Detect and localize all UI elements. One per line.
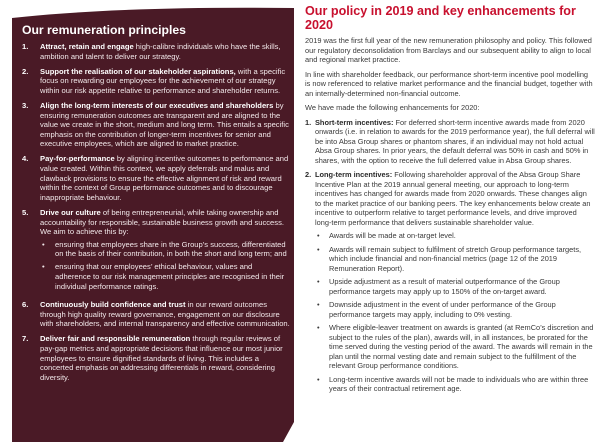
principles-title: Our remuneration principles <box>22 23 186 37</box>
policy-paragraph: We have made the following enhancements for 2020: <box>305 103 480 112</box>
enhancement-bullet <box>315 323 595 371</box>
principle-body <box>40 101 290 149</box>
enhancement-bullet <box>315 277 595 296</box>
remuneration-principles-panel <box>22 23 290 388</box>
enhancement-lead: Short-term incentives: <box>315 117 394 127</box>
bullet-icon: • <box>317 244 320 254</box>
policy-paragraph: 2019 was the first full year of the new remuneration philosophy and policy. This followed our regulatory deconsolidation from Barclays and our subsequent ability to align to local and regional market practice. <box>305 36 592 64</box>
principle-lead: Drive our culture <box>40 207 101 217</box>
bullet-text: Upside adjustment as a result of material outperformance of the Group performance targets may apply up to 150% of the on-target award. <box>329 277 560 296</box>
principle-text: of being entrepreneurial, while taking ownership and accountability for responsible, sustainable business growth and success. We aim to achieve this by: <box>40 207 284 237</box>
policy-title: Our policy in 2019 and key enhancements for 2020 <box>305 4 576 32</box>
principle-text: through regular reviews of pay-gap metrics and appropriate decisions that influence our most junior employees to ensure dignified standards of living. This includes a concerted emphasis on addressing differentials in reward, considering diversity. <box>40 334 283 382</box>
bullet-text: Long-term incentive awards will not be made to individuals who are within three years of their contractual retirement age. <box>329 374 589 393</box>
principle-number: 4. <box>22 154 29 164</box>
principle-number: 1. <box>22 42 29 51</box>
policy-paragraph: In line with shareholder feedback, our performance short-term incentive pool modelling is now referenced to relative market performance and the financial budget, together with an internally-determined non-financial outcome. <box>305 69 593 98</box>
principle-lead: Attract, retain and engage <box>40 42 134 51</box>
principle-sub-item <box>40 240 290 259</box>
principle-number: 6. <box>22 300 29 310</box>
principle-lead: Support the realisation of our stakeholder aspirations, <box>40 66 236 76</box>
principle-text: with a specific focus on rewarding our employees for the achievement of our strategy within our risk appetite relative to performance and shareholder returns. <box>40 66 286 95</box>
policy-section <box>305 4 595 403</box>
principle-body <box>40 208 290 295</box>
principle-body <box>40 300 290 329</box>
principle-text: high-calibre individuals who have the skills, ambition and talent to deliver our strategy. <box>40 42 281 61</box>
bullet-text: Awards will remain subject to fulfilment of stretch Group performance targets, which include financial and non-financial metrics (page 12 of the 2019 Remuneration Report). <box>329 244 582 273</box>
bullet-text: Awards will be made at on-target level. <box>329 231 456 240</box>
enhancement-number: 1. <box>305 117 312 127</box>
enhancement-body <box>315 170 595 398</box>
principle-text: by aligning incentive outcomes to performance and value created. Within this context, we apply deferrals and malus and clawback provisions to ensure the effective alignment of risk and reward within the context of Group performance outcomes and to discourage inappropriate behaviour. <box>40 154 289 202</box>
principle-body <box>40 42 290 61</box>
principle-lead: Continuously build confidence and trust <box>40 300 186 310</box>
enhancement-body <box>315 118 595 166</box>
principle-item <box>22 101 290 149</box>
principle-number: 5. <box>22 207 29 217</box>
principle-sub-list <box>40 240 290 291</box>
principle-item <box>22 42 290 61</box>
enhancement-item <box>305 170 595 398</box>
bullet-icon: • <box>317 277 320 286</box>
principle-item <box>22 154 290 202</box>
principle-number: 3. <box>22 100 29 110</box>
bullet-text: Downside adjustment in the event of under performance of the Group performance targets may apply, including to 0% vesting. <box>329 300 556 319</box>
principle-number: 2. <box>22 66 29 76</box>
principle-text: in our reward outcomes through high quality reward governance, engagement on our disclosure with shareholders, and internal transparency and effective communication. <box>40 300 290 329</box>
enhancement-bullet-list <box>315 231 595 394</box>
principle-item <box>22 208 290 295</box>
principle-body <box>40 334 290 382</box>
principle-lead: Pay-for-performance <box>40 154 115 164</box>
bullet-text: Where eligible-leaver treatment on awards is granted (at RemCo’s discretion and subject to the rules of the plan), awards will, in all instances, be prorated for the time served during the vesting period of the award. The awards will remain in the plan until the normal vesting date and remain subject to the fulfillment of the relevant Group performance conditions. <box>329 323 594 370</box>
enhancement-bullet <box>315 300 595 319</box>
enhancement-lead: Long-term incentives: <box>315 170 393 179</box>
principle-body <box>40 154 290 202</box>
principle-item <box>22 300 290 329</box>
sub-item-text: ensuring that employees share in the Group’s success, differentiated on the basis of their contribution, in both the short and long term; and <box>55 239 287 259</box>
enhancement-bullet <box>315 375 595 394</box>
principle-item <box>22 334 290 382</box>
bullet-icon: • <box>317 323 320 332</box>
enhancement-bullet <box>315 231 595 241</box>
sub-item-text: ensuring that our employees’ ethical behaviour, values and adherence to our risk management principles are recognised in their individual performance ratings. <box>55 262 285 291</box>
enhancement-text: For deferred short-term incentive awards made from 2020 onwards (i.e. in relation to awards for the 2019 performance year), the full deferral will be into Absa Group shares or phantom shares, if an individual may not hold actual Absa Group shares. In prior years, the default deferral was 50% in cash and 50% in shares, with the option to receive the full deferred value in Absa Group shares. <box>315 117 595 165</box>
bullet-icon: • <box>42 239 45 249</box>
principle-text: by ensuring remuneration outcomes are transparent and are aligned to the value we create in the short, medium and long term. This entails a specific emphasis on the contribution of longer-term incentives for senior and executive employees, which are aligned to market practice. <box>40 100 289 149</box>
principle-body <box>40 67 290 96</box>
bullet-icon: • <box>317 374 320 384</box>
principle-item <box>22 67 290 96</box>
principle-lead: Align the long-term interests of our executives and shareholders <box>40 100 274 110</box>
enhancement-number: 2. <box>305 170 312 179</box>
bullet-icon: • <box>42 262 45 272</box>
enhancement-item <box>305 118 595 166</box>
principle-number: 7. <box>22 334 29 344</box>
enhancement-bullet <box>315 245 595 274</box>
principle-lead: Deliver fair and responsible remuneration <box>40 334 191 344</box>
bullet-icon: • <box>317 300 320 309</box>
bullet-icon: • <box>317 231 320 240</box>
principle-sub-item <box>40 262 290 291</box>
enhancement-text: Following shareholder approval of the Absa Group Share Incentive Plan at the 2019 annual general meeting, our approach to long-term incentives has changed for awards made from 2020 onwards. These changes align to the market practice of our banking peers. The key enhancements below create an incentive to outperform relative to target performance levels, and drive improved long-term performance that delivers sustainable shareholder value. <box>315 170 591 227</box>
